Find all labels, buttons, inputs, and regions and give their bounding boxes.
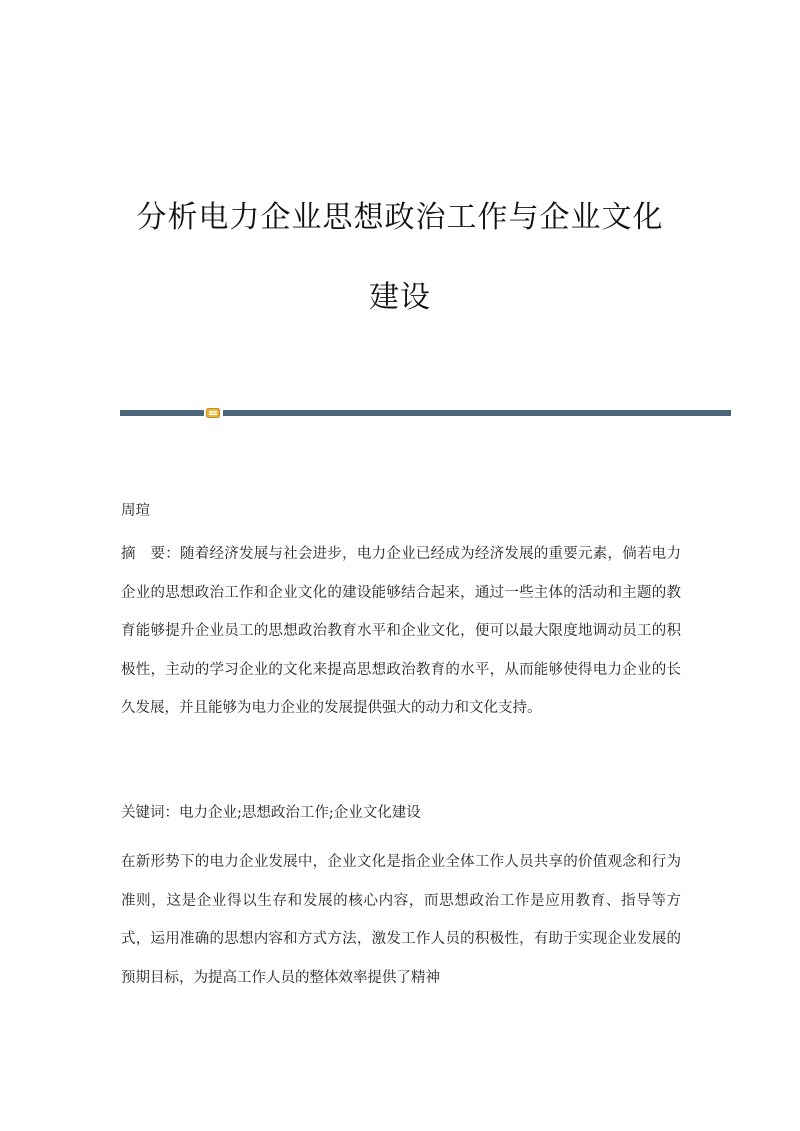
document-title-line-2: 建设 [369,280,431,315]
intro-paragraph: 在新形势下的电力企业发展中，企业文化是指企业全体工作人员共享的价值观念和行为准则，这是企业得以生存和发展的核心内容，而思想政治工作是应用教育、指导等方式，运用准确的思想内容和方式方法，激发工作人员的积极性，有助于实现企业发展的预期目标，为提高工作人员的整体效率提供了精神 [121,854,681,986]
abstract-paragraph: 摘 要：随着经济发展与社会进步，电力企业已经成为经济发展的重要元素，倘若电力企业的思想政治工作和企业文化的建设能够结合起来，通过一些主体的活动和主题的教育能够提升企业员工的思想政治教育水平和企业文化，便可以最大限度地调动员工的积极性，主动的学习企业的文化来提高思想政治教育的水平，从而能够使得电力企业的长久发展，并且能够为电力企业的发展提供强大的动力和文化支持。 [121,546,681,716]
title-divider [120,408,731,418]
keywords-line: 关键词：电力企业;思想政治工作;企业文化建设 [121,805,421,821]
divider-bar-right [223,410,731,416]
author-name: 周瑄 [121,503,150,519]
divider-bar-left [120,410,204,416]
divider-ornament-icon [206,408,220,418]
document-title-line-1: 分析电力企业思想政治工作与企业文化 [136,200,664,235]
